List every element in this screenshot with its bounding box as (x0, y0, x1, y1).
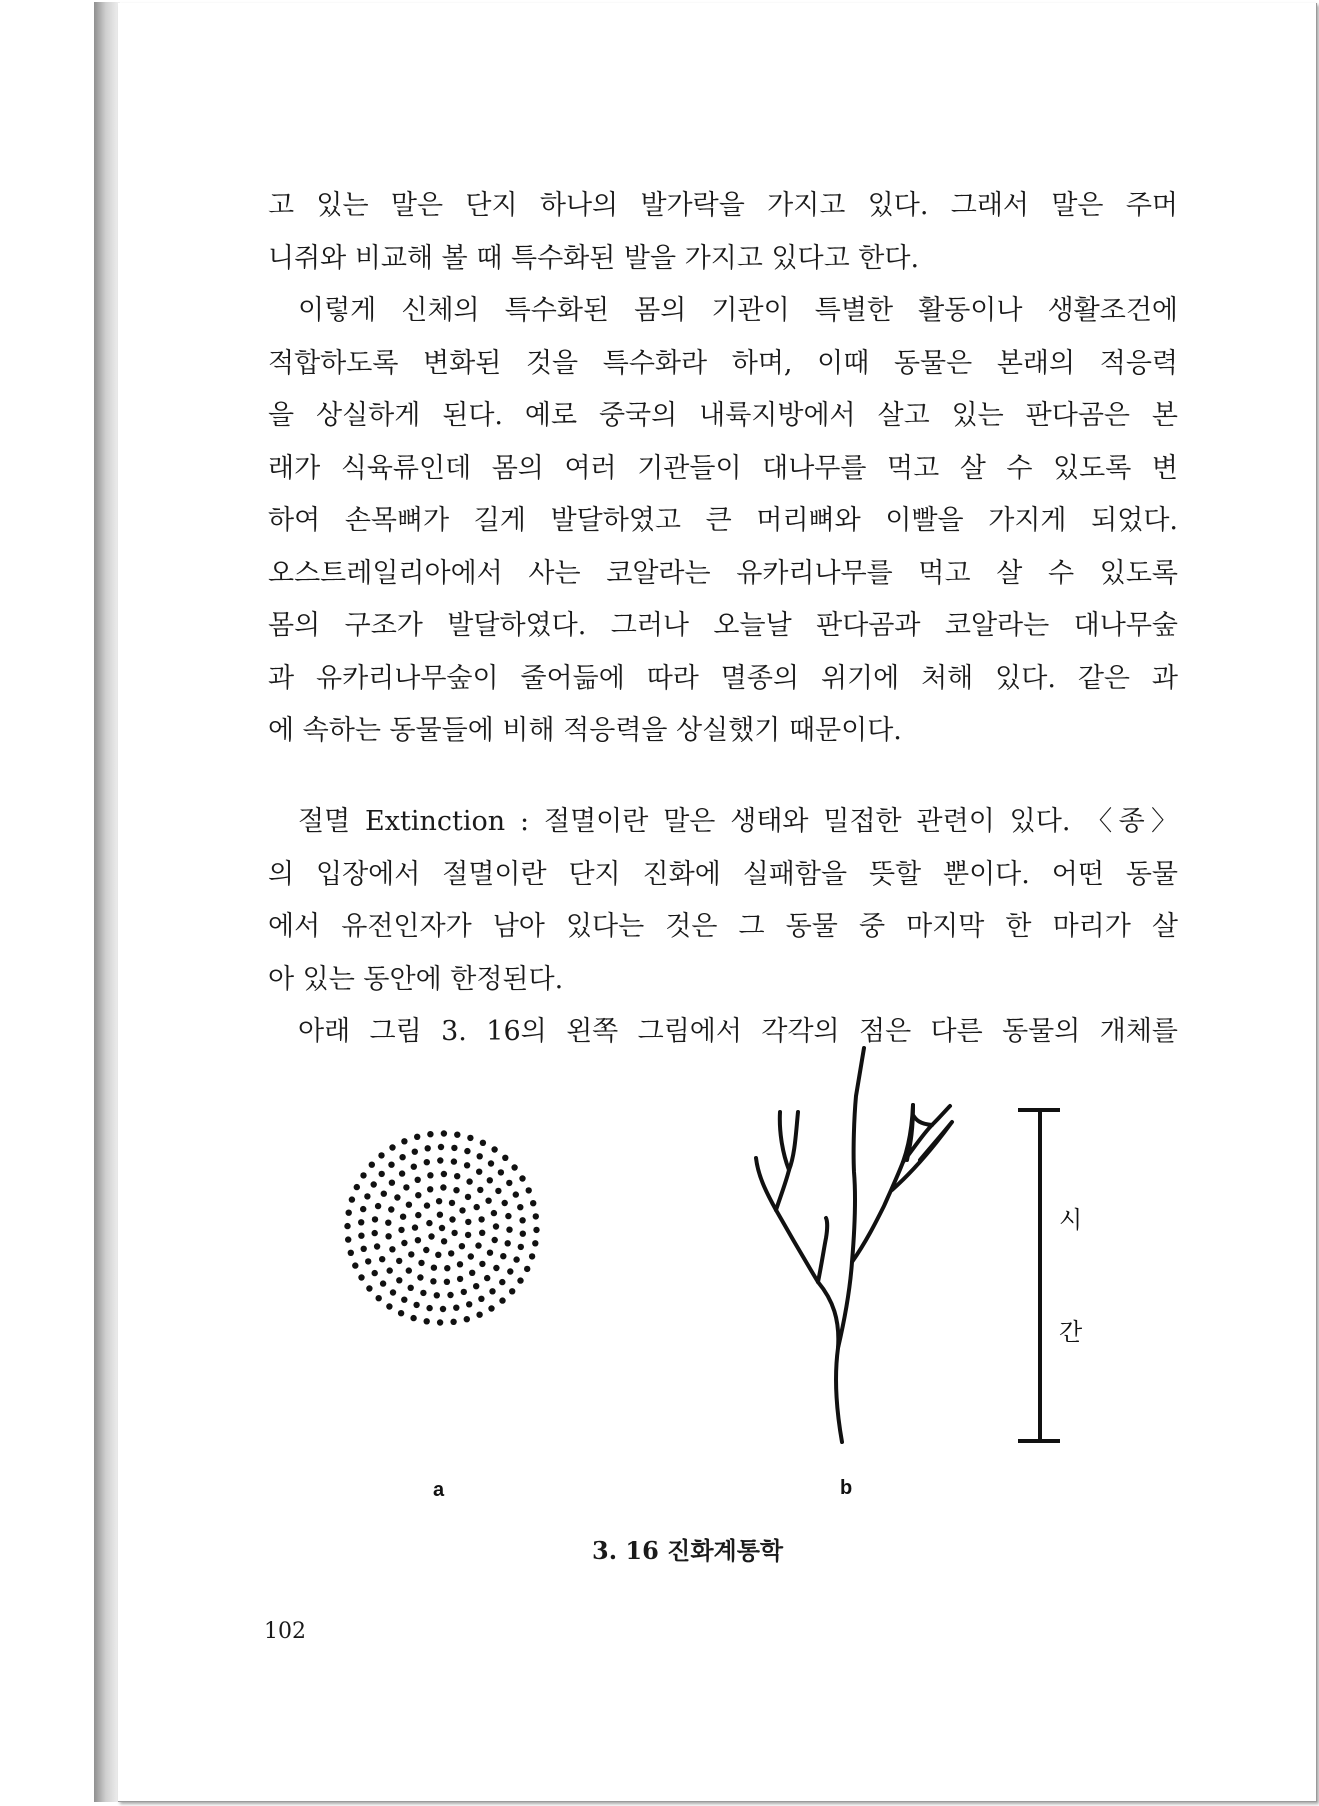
individual-dot (413, 1302, 419, 1308)
figure-caption: 3. 16 진화계통학 (592, 1536, 784, 1565)
individual-dot (533, 1213, 539, 1219)
individual-dot (406, 1202, 412, 1208)
individual-dot (436, 1198, 442, 1204)
individual-dot (498, 1169, 504, 1175)
individual-dot (464, 1162, 470, 1168)
individual-dot (369, 1162, 375, 1168)
individual-dot (360, 1172, 366, 1178)
individual-dot (372, 1230, 378, 1236)
figure-b-label: b (840, 1477, 853, 1499)
individual-dot (499, 1279, 505, 1285)
individual-dot (401, 1297, 407, 1303)
individual-dot (467, 1135, 473, 1141)
individual-dot (447, 1292, 453, 1298)
text-line: 절멸 Extinction : 절멸이란 말은 생태와 밀접한 관련이 있다. 〈종〉 (298, 806, 1178, 837)
individual-dot (401, 1138, 407, 1144)
individual-dot (388, 1162, 394, 1168)
individual-dot (465, 1232, 471, 1238)
individual-dot (415, 1237, 421, 1243)
individual-dot (358, 1274, 364, 1280)
individual-dot (450, 1319, 456, 1325)
text-line: 에서 유전인자가 남아 있다는 것은 그 동물 중 마지막 한 마리가 살 (268, 911, 1178, 942)
individual-dot (427, 1172, 433, 1178)
individual-dot (480, 1140, 486, 1146)
individual-dot (475, 1242, 481, 1248)
individual-dot (457, 1261, 463, 1267)
individual-dot (364, 1193, 370, 1199)
text-line: 니쥐와 비교해 볼 때 특수화된 발을 가지고 있다고 한다. (268, 242, 920, 274)
individual-dot (473, 1283, 479, 1289)
individual-dot (415, 1212, 421, 1218)
individual-dot (444, 1279, 450, 1285)
individual-dot (414, 1134, 420, 1140)
page-number: 102 (264, 1619, 306, 1644)
individual-dot (477, 1153, 483, 1159)
individual-dot (451, 1158, 457, 1164)
individual-dot (489, 1288, 495, 1294)
figure-b-phylogenetic-tree (756, 1048, 952, 1442)
individual-dot (399, 1170, 405, 1176)
individual-dot (358, 1233, 364, 1239)
individual-dot (385, 1233, 391, 1239)
text-line: 과 유카리나무숲이 줄어듦에 따라 멸종의 위기에 처해 있다. 같은 과 (268, 662, 1178, 694)
individual-dot (506, 1227, 512, 1233)
individual-dot (374, 1243, 380, 1249)
individual-dot (381, 1191, 387, 1197)
individual-dot (459, 1207, 465, 1213)
individual-dot (411, 1164, 417, 1170)
individual-dot (493, 1265, 499, 1271)
individual-dot (459, 1243, 465, 1249)
individual-dot (505, 1240, 511, 1246)
individual-dot (437, 1319, 443, 1325)
individual-dot (401, 1240, 407, 1246)
individual-dot (517, 1204, 523, 1210)
individual-dot (365, 1258, 371, 1264)
individual-dot (487, 1250, 493, 1256)
individual-dot (484, 1275, 490, 1281)
text-line: 몸의 구조가 발달하였다. 그러나 오늘날 판다곰과 코알라는 대나무숲 (268, 610, 1178, 641)
individual-dot (511, 1164, 517, 1170)
individual-dot (403, 1184, 409, 1190)
individual-dot (506, 1180, 512, 1186)
individual-dot (526, 1187, 532, 1193)
individual-dot (465, 1219, 471, 1225)
individual-dot (415, 1177, 421, 1183)
individual-dot (524, 1266, 530, 1272)
individual-dot (366, 1285, 372, 1291)
individual-dot (513, 1191, 519, 1197)
individual-dot (513, 1256, 519, 1262)
individual-dot (485, 1198, 491, 1204)
individual-dot (387, 1267, 393, 1273)
individual-dot (519, 1175, 525, 1181)
individual-dot (488, 1305, 494, 1311)
text-line: 아래 그림 3. 16의 왼쪽 그림에서 각각의 점은 다른 동물의 개체를 (298, 1016, 1178, 1047)
individual-dot (492, 1237, 498, 1243)
individual-dot (469, 1270, 475, 1276)
figure-a-dot-cloud (344, 1130, 539, 1325)
individual-dot (449, 1200, 455, 1206)
text-line: 하여 손목뼈가 길게 발달하였고 큰 머리뼈와 이빨을 가지게 되었다. (268, 505, 1178, 536)
individual-dot (533, 1227, 539, 1233)
individual-dot (354, 1184, 360, 1190)
individual-dot (530, 1200, 536, 1206)
individual-dot (457, 1276, 463, 1282)
individual-dot (441, 1171, 447, 1177)
individual-dot (468, 1253, 474, 1259)
individual-dot (519, 1217, 525, 1223)
individual-dot (505, 1213, 511, 1219)
individual-dot (529, 1253, 535, 1259)
individual-dot (346, 1210, 352, 1216)
individual-dot (398, 1227, 404, 1233)
individual-dot (476, 1312, 482, 1318)
individual-dot (430, 1278, 436, 1284)
individual-dot (453, 1305, 459, 1311)
individual-dot (440, 1184, 446, 1190)
individual-dot (389, 1144, 395, 1150)
individual-dot (389, 1246, 395, 1252)
individual-dot (371, 1181, 377, 1187)
individual-dot (423, 1247, 429, 1253)
text-line: 이렇게 신체의 특수화된 몸의 기관이 특별한 활동이나 생활조건에 (298, 295, 1178, 326)
individual-dot (451, 1145, 457, 1151)
individual-dot (495, 1188, 501, 1194)
individual-dot (441, 1238, 447, 1244)
time-scale-bar (1018, 1110, 1060, 1441)
individual-dot (437, 1212, 443, 1218)
individual-dot (464, 1316, 470, 1322)
individual-dot (394, 1194, 400, 1200)
individual-dot (451, 1230, 457, 1236)
individual-dot (509, 1288, 515, 1294)
individual-dot (424, 1202, 430, 1208)
individual-dot (412, 1224, 418, 1230)
individual-dot (426, 1220, 432, 1226)
individual-dot (379, 1256, 385, 1262)
individual-dot (479, 1261, 485, 1267)
individual-dot (378, 1152, 384, 1158)
individual-dot (386, 1303, 392, 1309)
individual-dot (454, 1132, 460, 1138)
text-line: 을 상실하게 된다. 예로 중국의 내륙지방에서 살고 있는 판다곰은 본 (268, 400, 1178, 431)
individual-dot (348, 1250, 354, 1256)
individual-dot (360, 1206, 366, 1212)
individual-dot (464, 1148, 470, 1154)
individual-dot (493, 1223, 499, 1229)
individual-dot (380, 1280, 386, 1286)
time-axis-label-char: 시 (1059, 1206, 1083, 1234)
individual-dot (406, 1267, 412, 1273)
individual-dot (420, 1290, 426, 1296)
individual-dot (500, 1253, 506, 1259)
individual-dot (352, 1262, 358, 1268)
individual-dot (438, 1144, 444, 1150)
individual-dot (444, 1265, 450, 1271)
individual-dot (518, 1244, 524, 1250)
individual-dot (502, 1200, 508, 1206)
individual-dot (435, 1252, 441, 1258)
individual-dot (487, 1177, 493, 1183)
individual-dot (488, 1160, 494, 1166)
text-line: 래가 식육류인데 몸의 여러 기관들이 대나무를 먹고 살 수 있도록 변 (268, 452, 1178, 484)
individual-dot (476, 1169, 482, 1175)
individual-dot (379, 1171, 385, 1177)
text-line: 오스트레일리아에서 사는 코알라는 유카리나무를 먹고 살 수 있도록 (268, 557, 1178, 589)
individual-dot (499, 1297, 505, 1303)
individual-dot (448, 1250, 454, 1256)
individual-dot (427, 1186, 433, 1192)
individual-dot (425, 1145, 431, 1151)
text-line: 에 속하는 동물들에 비해 적응력을 상실했기 때문이다. (268, 715, 902, 746)
individual-dot (520, 1231, 526, 1237)
individual-dot (449, 1216, 455, 1222)
individual-dot (424, 1159, 430, 1165)
individual-dot (437, 1157, 443, 1163)
individual-dot (372, 1270, 378, 1276)
individual-dot (491, 1146, 497, 1152)
individual-dot (461, 1289, 467, 1295)
individual-dot (431, 1265, 437, 1271)
individual-dot (372, 1216, 378, 1222)
individual-dot (408, 1285, 414, 1291)
individual-dot (396, 1277, 402, 1283)
text-line: 적합하도록 변화된 것을 특수화라 하며, 이때 동물은 본래의 적응력 (268, 347, 1178, 379)
time-axis-label-char: 간 (1059, 1318, 1083, 1346)
individual-dot (474, 1204, 480, 1210)
individual-dot (478, 1216, 484, 1222)
figure-a-label: a (433, 1479, 445, 1501)
individual-dot (396, 1258, 402, 1264)
individual-dot (478, 1296, 484, 1302)
individual-dot (349, 1196, 355, 1202)
individual-dot (434, 1292, 440, 1298)
individual-dot (376, 1295, 382, 1301)
individual-dot (390, 1289, 396, 1295)
individual-dot (453, 1187, 459, 1193)
individual-dot (344, 1223, 350, 1229)
individual-dot (465, 1194, 471, 1200)
individual-dot (532, 1240, 538, 1246)
text-line: 고 있는 말은 단지 하나의 발가락을 가지고 있다. 그래서 말은 주머 (268, 190, 1178, 221)
individual-dot (375, 1203, 381, 1209)
individual-dot (466, 1301, 472, 1307)
individual-dot (454, 1173, 460, 1179)
individual-dot (388, 1206, 394, 1212)
individual-dot (400, 1214, 406, 1220)
individual-dot (466, 1178, 472, 1184)
individual-dot (426, 1305, 432, 1311)
individual-dot (358, 1219, 364, 1225)
individual-dot (517, 1277, 523, 1283)
individual-dot (389, 1180, 395, 1186)
individual-dot (418, 1260, 424, 1266)
individual-dot (491, 1210, 497, 1216)
individual-dot (415, 1192, 421, 1198)
individual-dot (417, 1274, 423, 1280)
individual-dot (441, 1130, 447, 1136)
individual-dot (507, 1268, 513, 1274)
individual-dot (477, 1187, 483, 1193)
individual-dot (427, 1131, 433, 1137)
text-line: 의 입장에서 절멸이란 단지 진화에 실패함을 뜻할 뿐이다. 어떤 동물 (268, 858, 1178, 890)
individual-dot (479, 1230, 485, 1236)
text-line: 아 있는 동안에 한정된다. (268, 963, 564, 995)
individual-dot (385, 1220, 391, 1226)
individual-dot (424, 1318, 430, 1324)
individual-dot (412, 1149, 418, 1155)
individual-dot (410, 1315, 416, 1321)
individual-dot (439, 1225, 445, 1231)
individual-dot (440, 1306, 446, 1312)
individual-dot (361, 1246, 367, 1252)
individual-dot (399, 1154, 405, 1160)
individual-dot (428, 1233, 434, 1239)
individual-dot (345, 1236, 351, 1242)
individual-dot (408, 1251, 414, 1257)
individual-dot (398, 1310, 404, 1316)
individual-dot (502, 1155, 508, 1161)
